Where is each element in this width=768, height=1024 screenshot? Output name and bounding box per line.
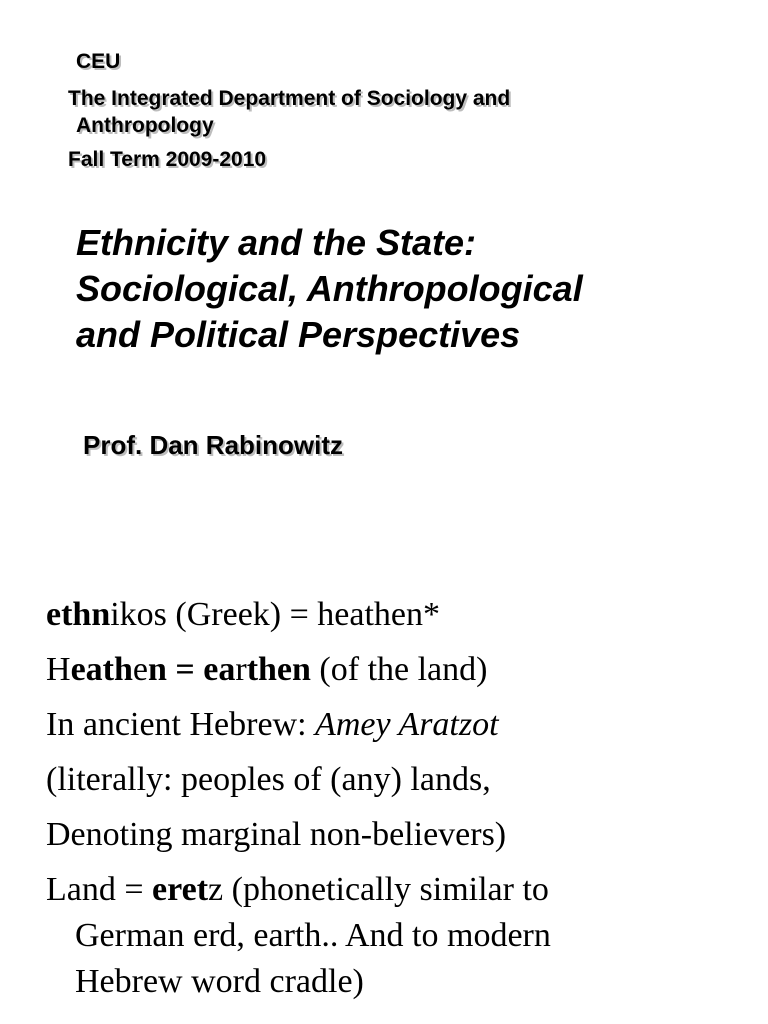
slide-title	[76, 220, 756, 358]
bold-fragment: ethn	[46, 596, 111, 633]
text-fragment: (of the land)	[310, 651, 488, 688]
body-line-land-cont-1: German erd, earth.. And to modern	[75, 917, 551, 954]
text-fragment: ikos (Greek) = heathen*	[110, 596, 441, 633]
text-fragment: e	[132, 651, 148, 688]
text-fragment: In ancient Hebrew:	[46, 706, 316, 743]
department-line-1: The Integrated Department of Sociology and	[68, 87, 511, 110]
body-line-literally: (literally: peoples of (any) lands,	[46, 761, 491, 798]
bold-fragment: ea	[70, 651, 103, 688]
body-line-hebrew	[46, 702, 766, 748]
term-label: Fall Term 2009-2010	[68, 148, 267, 171]
bold-fragment: th	[102, 651, 133, 688]
body-line-ethnikos	[46, 592, 766, 638]
text-fragment: H	[46, 651, 71, 688]
body-line-land-cont-2: Hebrew word cradle)	[75, 963, 364, 1000]
bold-fragment: n = ea	[147, 651, 236, 688]
body-text	[46, 592, 766, 1005]
title-line-1: Ethnicity and the State:	[76, 222, 477, 263]
bold-fragment: t	[196, 871, 209, 908]
institution-label: CEU	[76, 50, 121, 73]
text-fragment: z (phonetically similar to	[208, 871, 549, 908]
bold-fragment: en	[276, 651, 311, 688]
department-line-2: Anthropology	[76, 114, 214, 137]
body-line-land	[46, 867, 766, 913]
body-line-denoting: Denoting marginal non-believers)	[46, 816, 507, 853]
body-line-heathen	[46, 647, 766, 693]
italic-fragment: Amey Aratzot	[315, 706, 499, 743]
author-name: Prof. Dan Rabinowitz	[83, 430, 343, 460]
text-fragment: r	[235, 651, 247, 688]
text-fragment: Land =	[46, 871, 153, 908]
bold-fragment: th	[246, 651, 277, 688]
bold-fragment: ere	[152, 871, 197, 908]
title-line-2: Sociological, Anthropological	[76, 268, 583, 309]
title-line-3: and Political Perspectives	[76, 314, 521, 355]
